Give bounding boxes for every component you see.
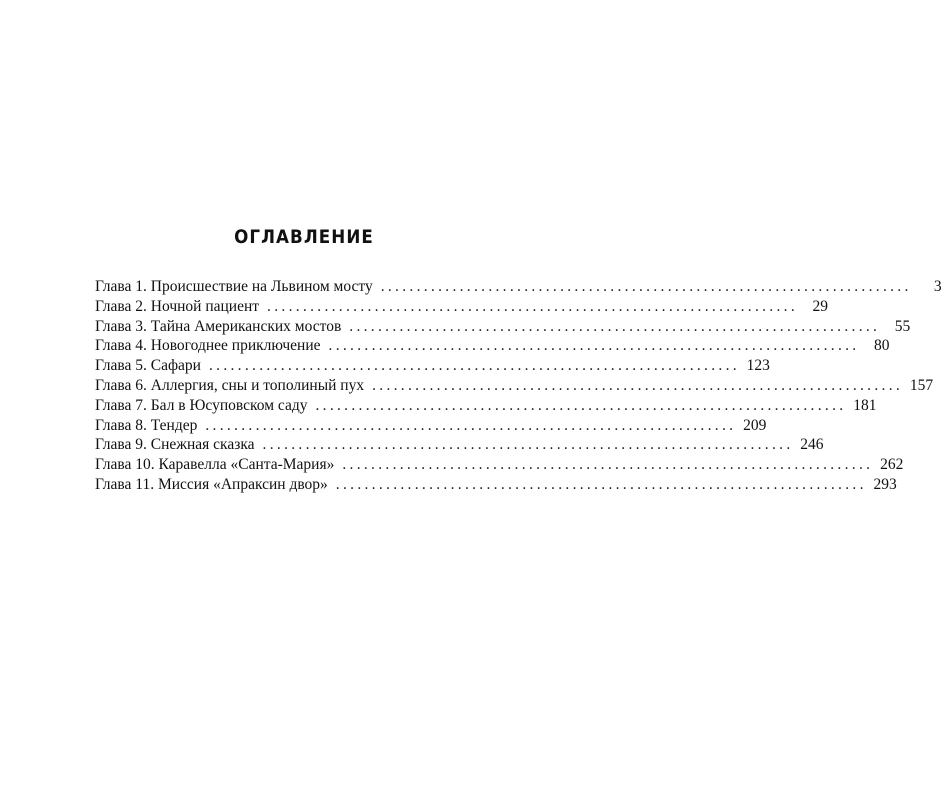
toc-leader-dots: .......................................................................... [342, 456, 874, 474]
toc-entry-page: 262 [880, 456, 904, 474]
toc-leader-dots: .......................................................................... [262, 436, 794, 454]
toc-entry-page: 209 [743, 416, 767, 434]
toc-leader-dots: .......................................................................... [349, 317, 881, 335]
toc-leader-dots: .......................................................................... [205, 416, 737, 434]
toc-list [95, 277, 942, 495]
toc-entry-page: 123 [746, 357, 770, 375]
toc-entry [95, 455, 904, 475]
toc-entry-label: Глава 3. Тайна Американских мостов [95, 317, 342, 335]
toc-title: ОГЛАВЛЕНИЕ [234, 226, 374, 248]
toc-entry [95, 277, 942, 297]
toc-entry-label: Глава 11. Миссия «Апраксин двор» [95, 475, 328, 493]
toc-entry-label: Глава 9. Снежная сказка [95, 436, 255, 454]
toc-entry-label: Глава 8. Тендер [95, 416, 198, 434]
toc-leader-dots: .......................................................................... [380, 278, 912, 295]
toc-entry [95, 317, 911, 337]
toc-entry-label: Глава 6. Аллергия, сны и тополиный пух [95, 376, 365, 394]
toc-entry-page: 293 [873, 475, 897, 493]
toc-entry-page: 157 [909, 376, 934, 394]
toc-entry-label: Глава 5. Сафари [95, 357, 201, 375]
toc-entry-label: Глава 4. Новогоднее приключение [95, 337, 321, 355]
toc-entry [95, 396, 877, 416]
toc-entry [95, 376, 934, 396]
toc-entry [95, 416, 767, 436]
toc-entry-page: 80 [873, 337, 890, 355]
toc-leader-dots: .......................................................................... [328, 337, 860, 355]
toc-entry-label: Глава 2. Ночной пациент [95, 297, 260, 315]
toc-leader-dots: .......................................................................... [208, 357, 740, 375]
toc-entry [95, 435, 824, 455]
toc-entry-page: 29 [812, 297, 828, 315]
toc-leader-dots: .......................................................................... [335, 475, 867, 493]
toc-entry-label: Глава 1. Происшествие на Львином мосту [95, 278, 373, 295]
toc-entry-page: 55 [894, 317, 911, 335]
toc-leader-dots: .......................................................................... [267, 297, 798, 315]
toc-entry [95, 356, 770, 376]
toc-entry [95, 297, 828, 317]
toc-entry-page: 246 [800, 436, 824, 454]
toc-entry [95, 336, 890, 356]
toc-leader-dots: .......................................................................... [372, 376, 904, 394]
toc-entry [95, 475, 897, 495]
toc-leader-dots: .......................................................................... [315, 396, 847, 414]
toc-entry-label: Глава 7. Бал в Юсуповском саду [95, 396, 308, 414]
toc-entry-page: 181 [853, 396, 877, 414]
toc-entry-page: 3 [933, 278, 942, 295]
toc-entry-label: Глава 10. Каравелла «Санта-Мария» [95, 456, 335, 474]
